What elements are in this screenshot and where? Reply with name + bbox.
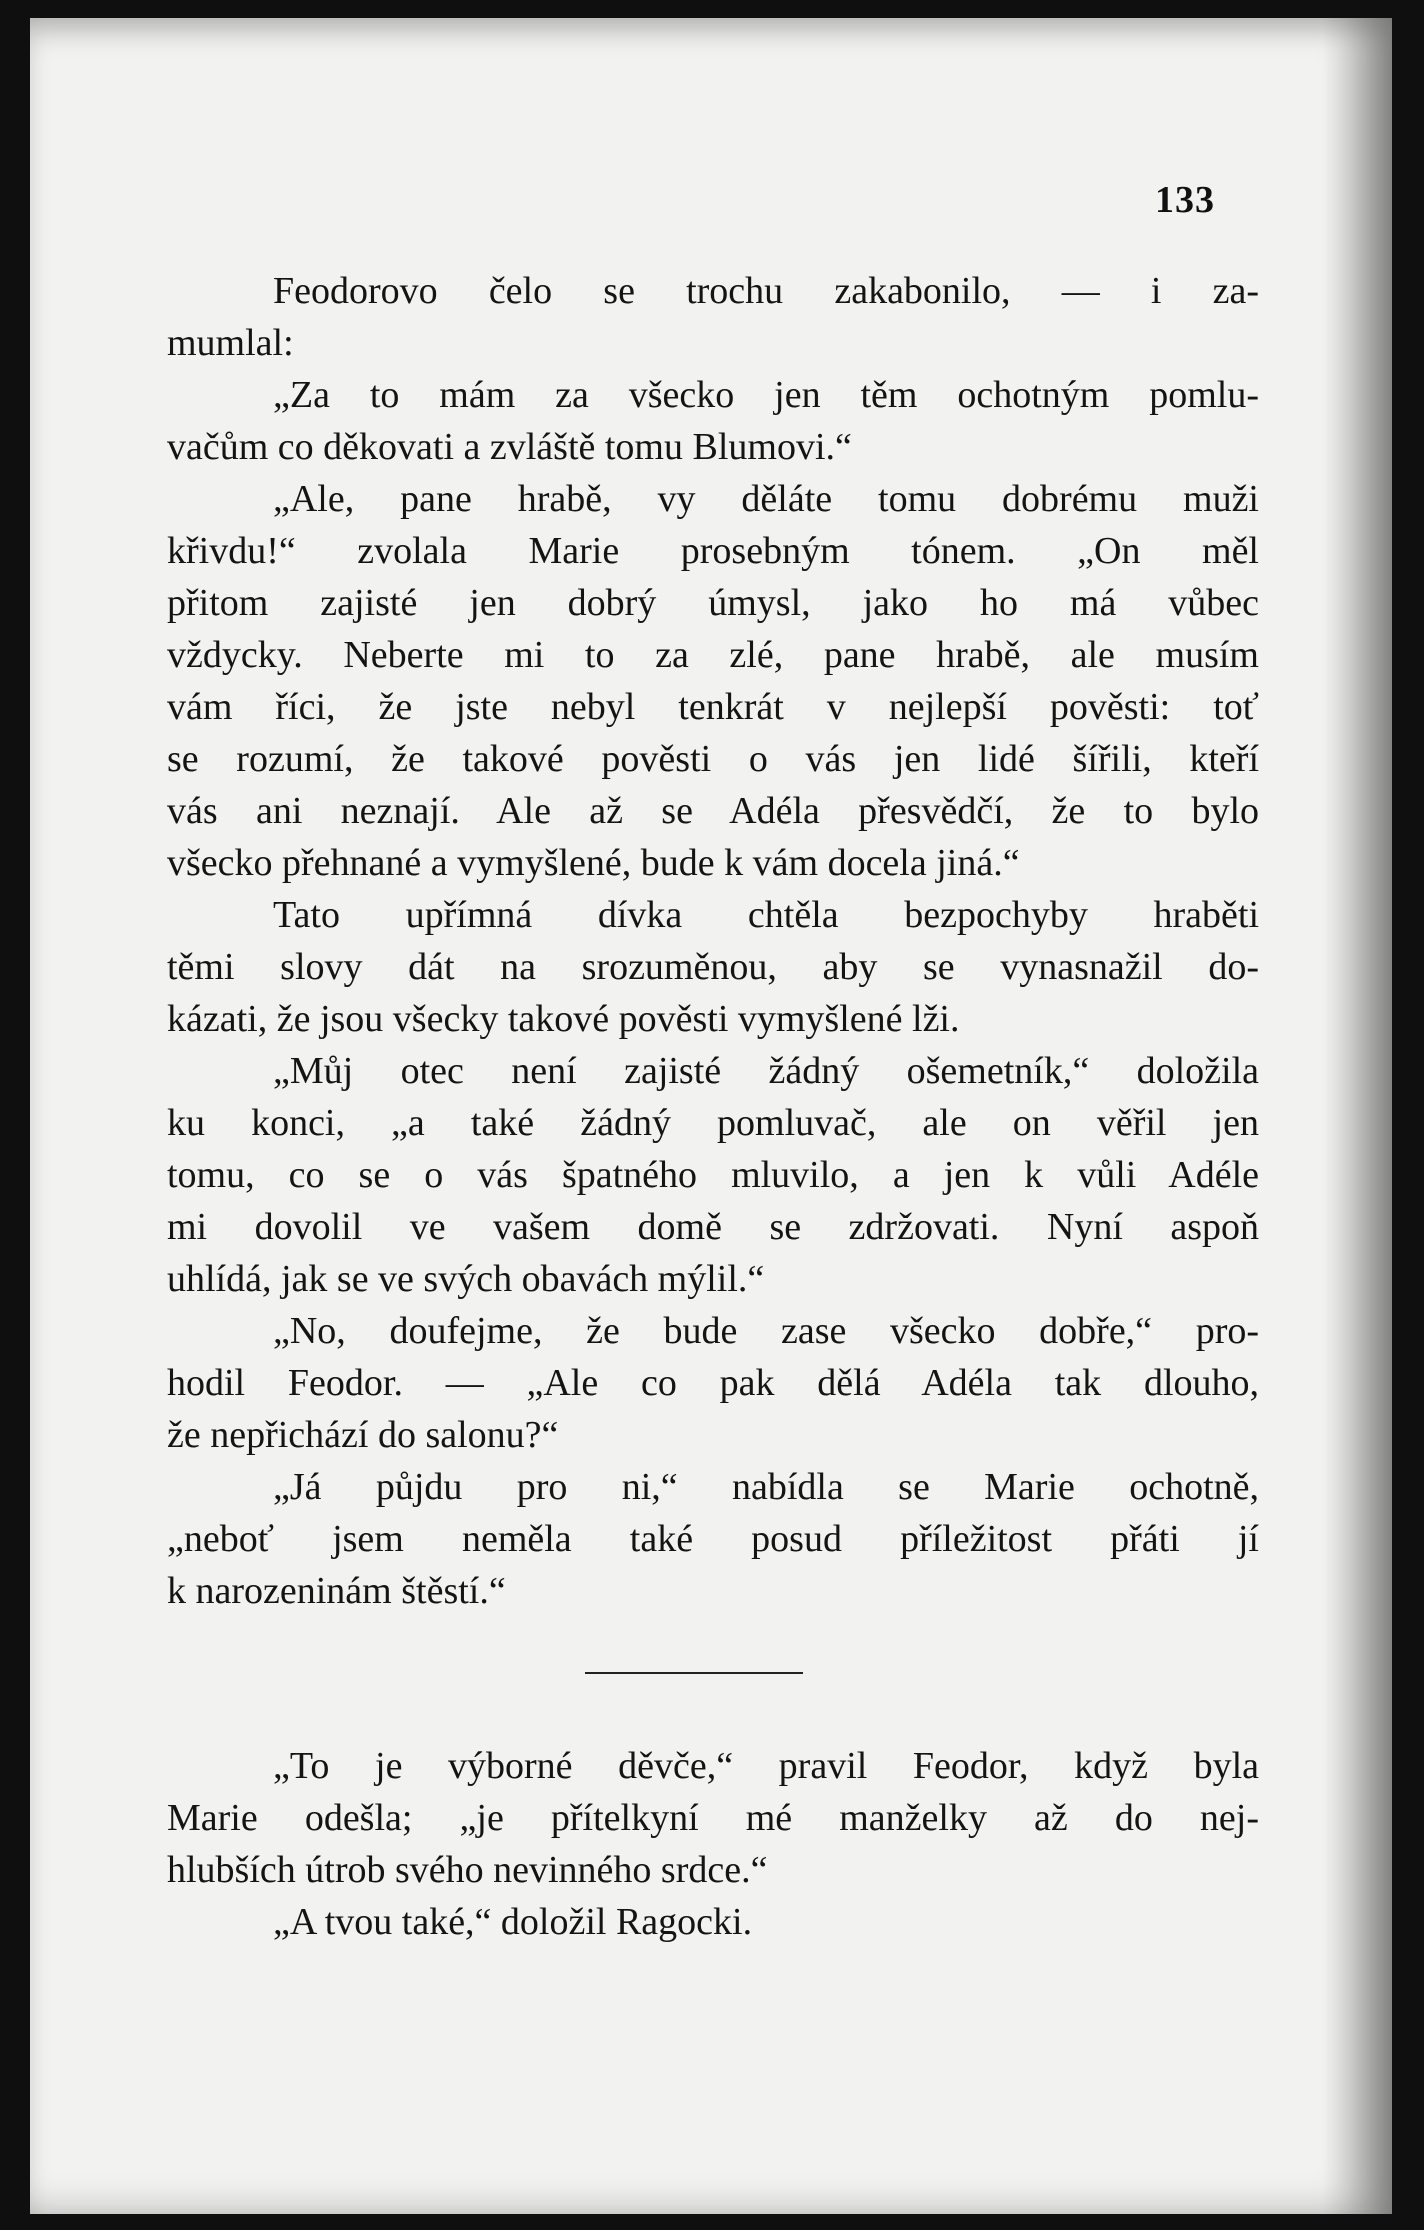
text-line: uhlídá, jak se ve svých obavách mýlil.“ [167,1258,765,1300]
text-line: vám říci, že jste nebyl tenkrát v nejlepší pověsti: toť [167,686,1259,728]
text-line: „Můj otec není zajisté žádný ošemetník,“ doložila [273,1050,1259,1092]
text-line: kázati, že jsou všecky takové pověsti vymyšlené lži. [167,998,960,1040]
text-line: tomu, co se o vás špatného mluvilo, a jen k vůli Adéle [167,1154,1259,1196]
text-line: „A tvou také,“ doložil Ragocki. [273,1901,753,1943]
text-line: mumlal: [167,322,294,364]
text-line: vždycky. Neberte mi to za zlé, pane hrabě, ale musím [167,634,1259,676]
text-line: Feodorovo čelo se trochu zakabonilo, — i za- [273,270,1259,312]
text-line: křivdu!“ zvolala Marie prosebným tónem. „On měl [167,530,1259,572]
text-line: „neboť jsem neměla také posud příležitost přáti jí [167,1518,1259,1560]
main-text [167,265,1259,1617]
text-after-divider [167,1740,1259,1948]
text-line: hodil Feodor. — „Ale co pak dělá Adéla tak dlouho, [167,1362,1259,1404]
text-line: že nepřichází do salonu?“ [167,1414,559,1456]
text-line: přitom zajisté jen dobrý úmysl, jako ho má vůbec [167,582,1259,624]
text-line: „Za to mám za všecko jen těm ochotným pomlu- [273,374,1259,416]
text-line: všecko přehnané a vymyšlené, bude k vám docela jiná.“ [167,842,1020,884]
text-line: těmi slovy dát na srozuměnou, aby se vynasnažil do- [167,946,1259,988]
section-divider [585,1672,803,1674]
text-line: vačům co děkovati a zvláště tomu Blumovi.“ [167,426,852,468]
text-line: „No, doufejme, že bude zase všecko dobře,“ pro- [273,1310,1259,1352]
text-line: Tato upřímná dívka chtěla bezpochyby hraběti [273,894,1259,936]
book-page [30,18,1392,2214]
text-line: Marie odešla; „je přítelkyní mé manželky až do nej- [167,1797,1259,1839]
text-line: „Ale, pane hrabě, vy děláte tomu dobrému muži [273,478,1259,520]
text-line: ku konci, „a také žádný pomluvač, ale on věřil jen [167,1102,1259,1144]
text-line: „To je výborné děvče,“ pravil Feodor, když byla [273,1745,1259,1787]
text-line: „Já půjdu pro ni,“ nabídla se Marie ochotně, [273,1466,1259,1508]
text-line: vás ani neznají. Ale až se Adéla přesvědčí, že to bylo [167,790,1259,832]
text-line: mi dovolil ve vašem domě se zdržovati. Nyní aspoň [167,1206,1259,1248]
text-line: se rozumí, že takové pověsti o vás jen lidé šířili, kteří [167,738,1259,780]
text-line: hlubších útrob svého nevinného srdce.“ [167,1849,768,1891]
text-line: k narozeninám štěstí.“ [167,1570,506,1612]
page-number: 133 [1155,179,1215,221]
